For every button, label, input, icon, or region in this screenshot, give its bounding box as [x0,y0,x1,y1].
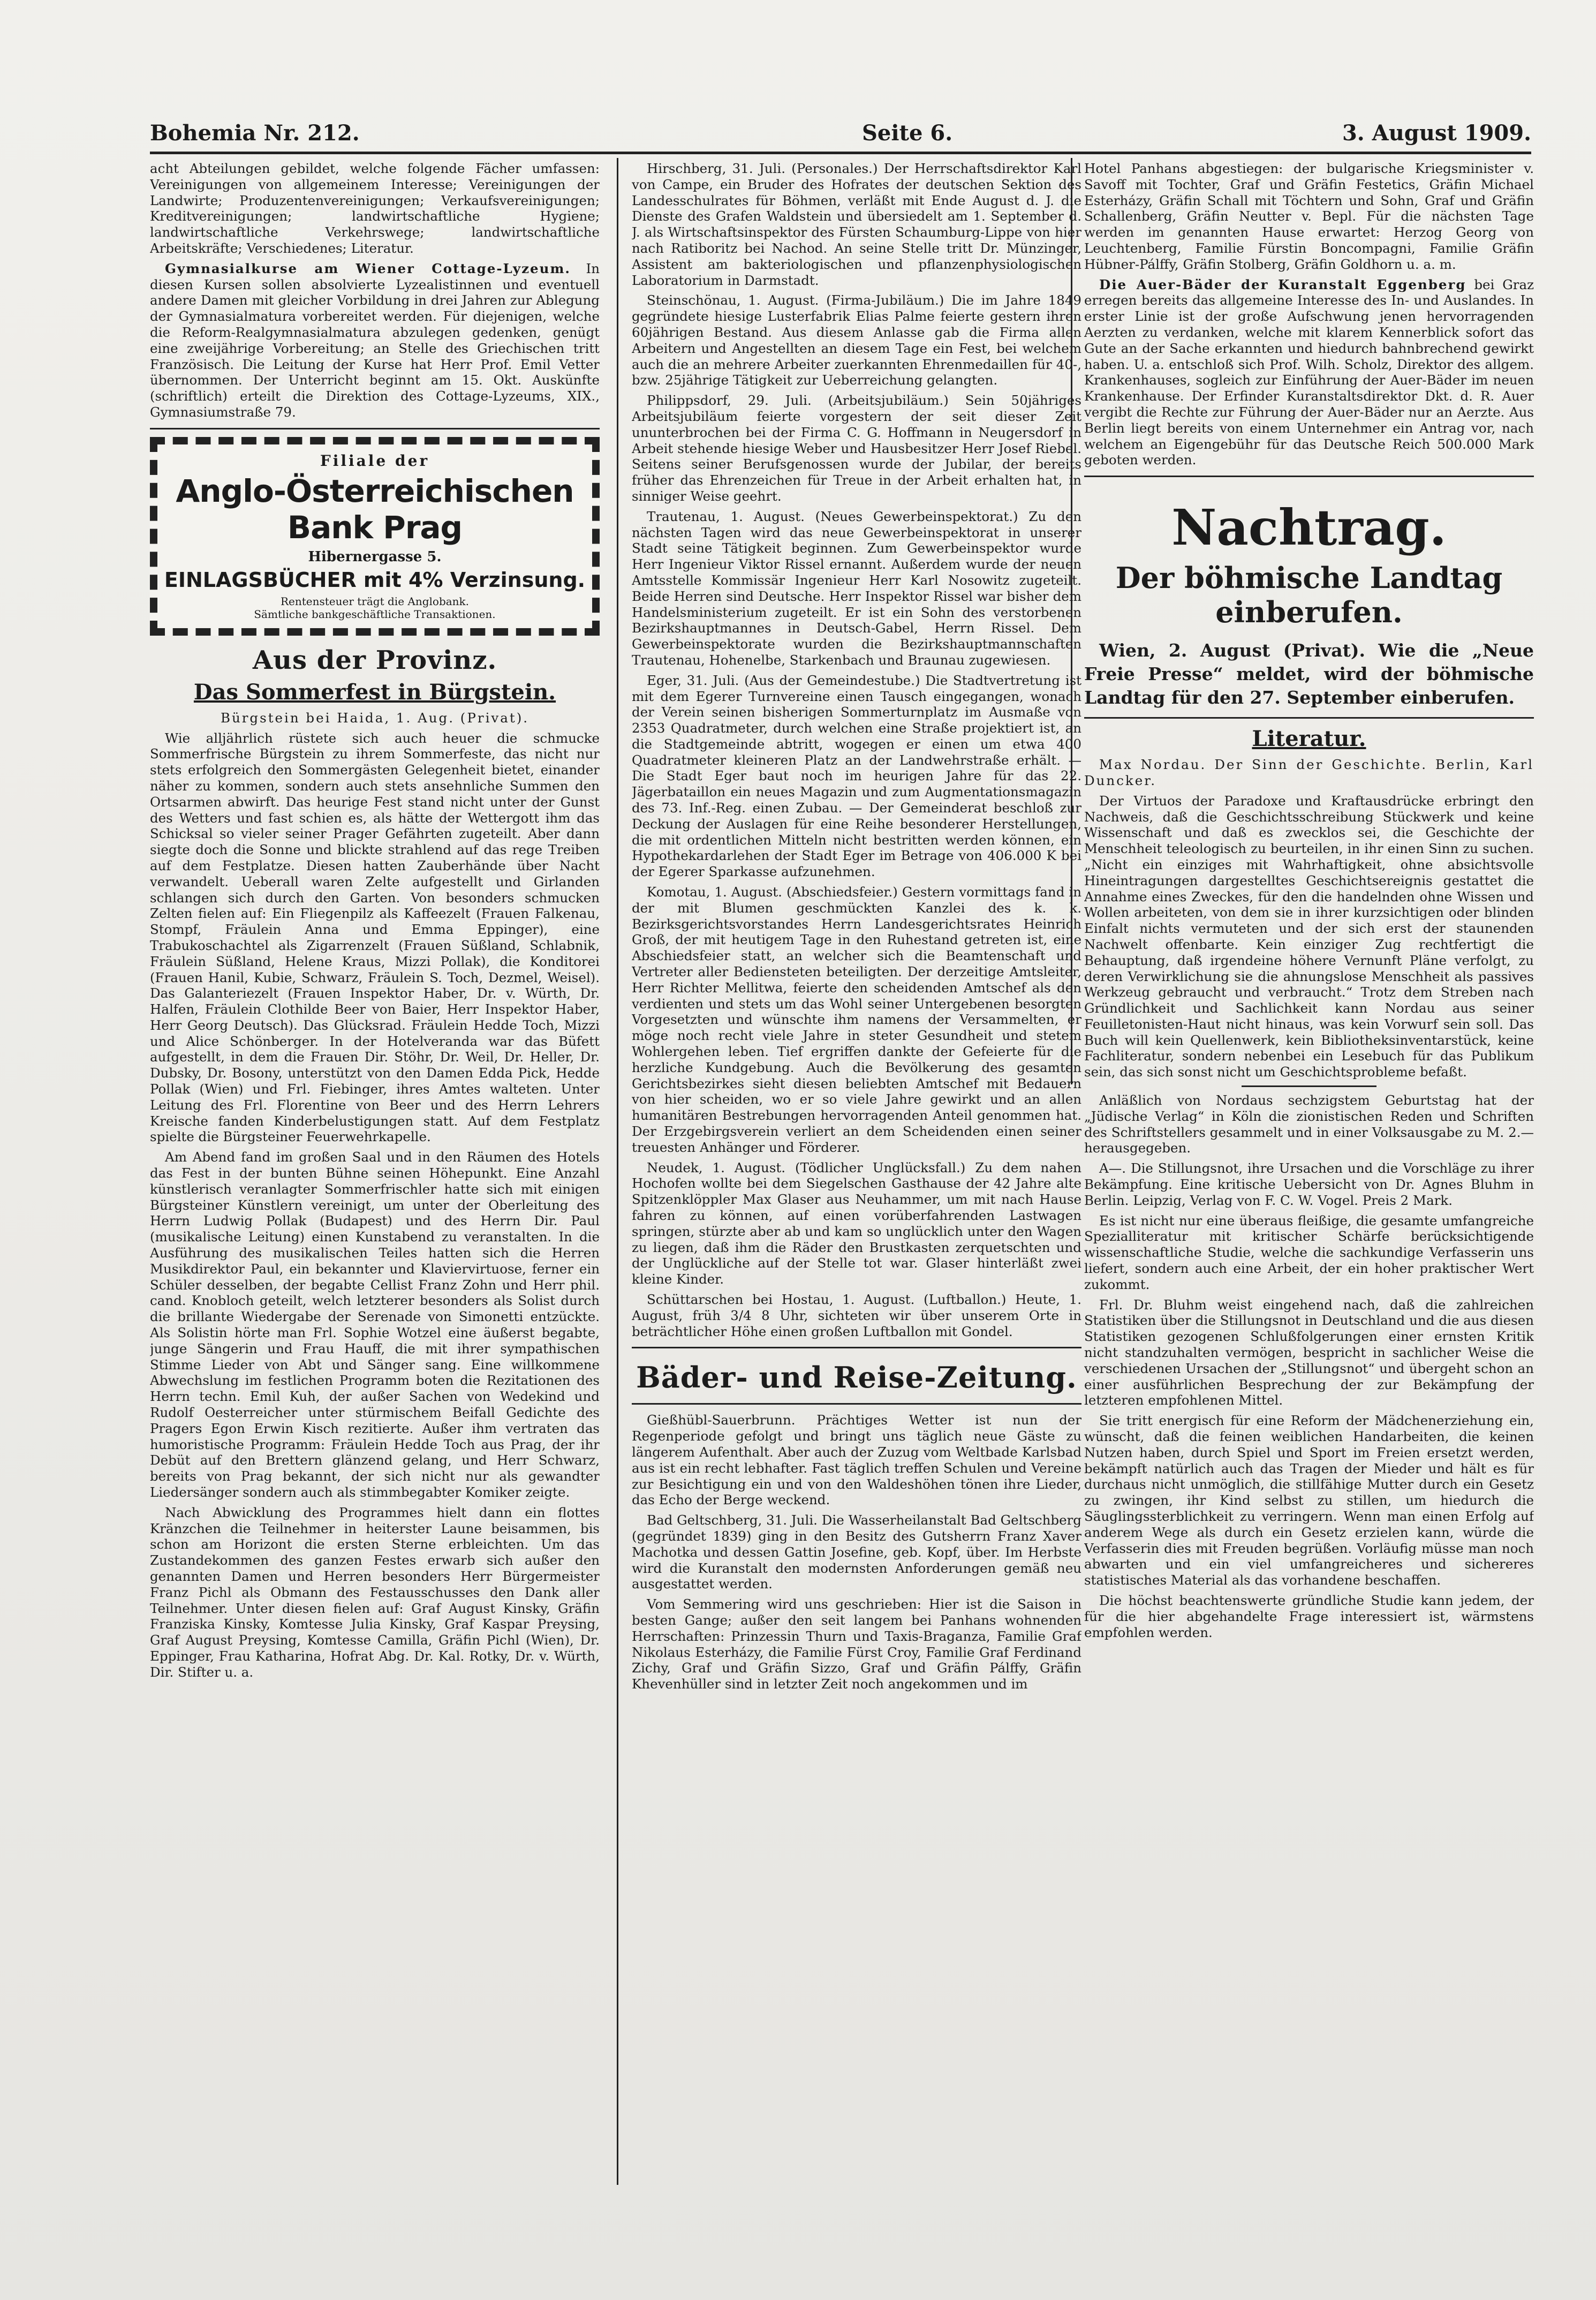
section-title-nachtrag: Nachtrag. [1171,499,1447,557]
divider [1084,717,1534,719]
ad-address: Hibernergasse 5. [308,548,442,565]
literatur-stillungsnot-p3: Sie tritt energisch für eine Reform der Mädchenerziehung ein, wünscht, daß die feinen weiblichen Handarbeiten, die keinen Nutzen haben, durch Spiel und Sport im Freien ersetzt werden, bekämpft natürlich auch das Tragen der Mieder und hält es für durchaus nicht unmöglich, die stillfähige Mutter durch ein Gesetz zu zwingen, ihr Kind selbst zu stillen, um hiedurch die Säuglingssterblichkeit zu verringern. Wenn man einen Erfolg auf anderem Wege als durch ein Gesetz erzielen kann, würde die Verfasserin dies mit Freuden begrüßen. Vorläufig müsse man noch abwarten und ein viel umfangreicheres und sichereres statistisches Material als das vorhandene beschaffen. [1084,1413,1534,1588]
sommerfest-paragraph-2: Am Abend fand im großen Saal und in den Räumen des Hotels das Fest in der bunten Bühne seinen Höhepunkt. Eine Anzahl künstlerisch veranlagter Sommerfrischler hatte sich mit einigen Bürgsteiner Künstlern vereinigt, um unter der Oberleitung des Herrn Ludwig Pollak (Budapest) und des Herrn Dir. Paul (musikalische Leitung) einen Kunstabend zu veranstalten. In die Ausführung des musikalischen Teiles hatten sich die Herren Musikdirektor Paul, ein bekannter und Klaviervirtuose, ferner ein Schüler desselben, der begabte Cellist Franz Zohn und Herr phil. cand. Knobloch geteilt, welch letzterer besonders als Solist durch die brillante Wiedergabe der Serenade von Simonetti entzückte. Als Solistin hörte man Frl. Sophie Wotzel eine äußerst begabte, junge Sängerin und Frau Hauff, die mit ihrer sympathischen Stimme Lieder von Abt und Sänger sang. Eine willkommene Abwechslung im festlichen Programm boten die Rezitationen des Herrn techn. Emil Kuh, der außer Sachen von Wedekind und Rudolf Oesterreicher unter stürmischem Beifall Gedichte des Pragers Egon Erwin Kisch rezitierte. Außer ihm vertraten das humoristische Programm: Fräulein Hedde Toch aus Prag, der ihr Debüt auf den Brettern glänzend gelang, und Herr Schwarz, bereits von Prag bekannt, der sich nicht nur als gewandter Liedersänger sondern auch als stimmbegabter Komiker zeigte. [150,1149,600,1500]
header-paper-issue: Bohemia Nr. 212. [150,120,360,146]
article-title-sommerfest: Das Sommerfest in Bürgstein. [193,679,556,705]
short-divider [1242,1085,1376,1087]
literatur-stillungsnot-p4: Die höchst beachtenswerte gründliche Studie kann jedem, der für die hier abgehandelte Frage interessiert ist, wärmstens empfohlen werden. [1084,1592,1534,1640]
section-title-literatur: Literatur. [1252,726,1366,752]
gymnasialkurse-title: Gymnasialkurse am Wiener Cottage-Lyzeum. [165,260,571,276]
ad-transaktionen: Sämtliche bankgeschäftliche Transaktionen. [254,607,496,621]
literatur-stillungsnot-p1: Es ist nicht nur eine überaus fleißige, die gesamte umfangreiche Spezialliteratur mit kritischer Schärfe berücksichtigende wissenschaftliche Studie, welche die sachkundige Verfasserin uns liefert, sondern auch eine Arbeit, der ein hoher praktischer Wert zukommt. [1084,1212,1534,1292]
article-steinschoenau: Steinschönau, 1. August. (Firma-Jubiläum.) Die im Jahre 1849 gegründete hiesige Lusterfabrik Elias Palme feierte gestern ihren 60jährigen Bestand. Aus diesem Anlasse gab die Firma allen Arbeitern und Angestellten an diesem Tage ein Fest, bei welchem auch die an mehrere Arbeiter zuerkannten Ehrenmedaillen für 40-, bzw. 25jährige Tätigkeit zur Ueberreichung gelangten. [632,292,1081,388]
section-title-baeder: Bäder- und Reise-Zeitung. [636,1360,1077,1395]
article-dateline: Bürgstein bei Haida, 1. Aug. (Privat). [220,710,530,726]
ad-line-filiale: Filiale der [320,451,430,470]
article-gymnasialkurse [150,261,600,420]
intro-text: acht Abteilungen gebildet, welche folgende Fächer umfassen: Vereinigungen von allgemeinem Interesse; Vereinigungen der Landwirte; Produzentenvereinigungen; Verkaufsvereinigungen; Kreditvereinigungen; landwirtschaftliche Hygiene; landwirtschaftliche Verkehrswege; landwirtschaftliche Arbeitskräfte; Verschiedenes; Literatur. [150,161,600,256]
auer-text: bei Graz erregen bereits das allgemeine Interesse des In- und Auslandes. In erster Linie ist der große Aufschwung jenen hervorragenden Aerzten zu verdanken, welche mit klarem Kennerblick sofort das Gute an der Sache erkannten und hiedurch bahnbrechend gewirkt haben. U. a. entschloß sich Prof. Wilh. Scholz, Direktor des allgem. Krankenhauses, sogleich zur Einführung der Auer-Bäder im neuen Krankenhause. Der Erfinder Kuranstaltsdirektor Dkt. d. R. Auer vergibt die Rechte zur Führung der Auer-Bäder nur an Aerzte. Aus Berlin liegt bereits von einem Unternehmer ein Antrag vor, nach welchem an Eigengebühr für das Deutsche Reich 500.000 Mark geboten werden. [1084,276,1534,468]
sommerfest-paragraph-3: Nach Abwicklung des Programmes hielt dann ein flottes Kränzchen die Teilnehmer in heiterster Laune beisammen, bis schon am Horizont die ersten Sterne erbleichten. Um das Zustandekommen des ganzen Festes erwarb sich außer den genannten Damen und Herren besonders Herr Bürgermeister Franz Pichl als Obmann des Festausschusses den Dank aller Teilnehmer. Unter diesen fielen auf: Graf August Kinsky, Gräfin Franziska Kinsky, Komtesse Julia Kinsky, Graf Kaspar Preysing, Graf August Preysing, Komtesse Camilla, Gräfin Pichl (Wien), Dr. Eppinger, Frau Katharina, Hofrat Abg. Dr. Kal. Rotky, Dr. v. Würth, Dir. Stifter u. a. [150,1504,600,1680]
literatur-stillungsnot-p2: Frl. Dr. Bluhm weist eingehend nach, daß die zahlreichen Statistiken über die Stillungsnot in Deutschland und die aus diesen Statistiken gezogenen Schlußfolgerungen einer ernsten Kritik nicht standzuhalten vermögen, bespricht in sachlicher Weise die verschiedenen Ursachen der „Stillungsnot“ und übergeht schon an einer ausführlichen Besprechung der zur Bekämpfung der letzteren empfohlenen Mittel. [1084,1296,1534,1408]
literatur-nordau-review: Der Virtuos der Paradoxe und Kraftausdrücke erbringt den Nachweis, daß die Geschichtsschreibung Stückwerk und keine Wissenschaft und daß es zwecklos sei, die Geschichte der Menschheit teleologisch zu beurteilen, in ihr einen Sinn zu suchen. „Nicht ein einziges mit Wahrhaftigkeit, ohne absichtsvolle Hineintragungen dargestelltes Geschichtsereignis gestattet die Annahme eines Zweckes, für den die handelnden ohne Wissen und Wollen arbeiteten, von dem sie in ihrer kurzsichtigen oder blinden Einfalt nichts vermuteten und der sich erst der staunenden Nachwelt offenbarte. Kein einziger Zug rechtfertigt die Behauptung, daß irgendeine höhere Vernunft Pläne verfolgt, zu deren Verwirklichung sie die ahnungslose Menschheit als passives Werkzeug gebraucht und verbraucht.“ Trotz dem Streben nach Gründlichkeit und Sachlichkeit kann Nordau aus seiner Feuilletonisten-Haut nicht hinaus, was kein Vorwurf sein soll. Das Buch will kein Quellenwerk, kein Bibliotheksinventarstück, keine Fachliteratur, sondern nebenbei ein Lesebuch für das Publikum sein, das sich sonst nicht um Geschichtsprobleme befaßt. [1084,793,1534,1080]
nachtrag-headline-2: einberufen. [1215,595,1403,630]
page-header [150,115,1531,153]
divider [150,428,600,429]
divider [632,1347,1081,1348]
article-eger: Eger, 31. Juli. (Aus der Gemeindestube.) Die Stadtvertretung ist mit dem Egerer Turnvereine einen Tausch eingegangen, wonach der Verein seinen bisherigen Sommerturnplatz im Ausmaße von 2353 Quadratmeter, durch welchen eine Straße projektiert ist, an die Stadtgemeinde abtritt, wogegen er einen um etwa 400 Quadratmeter kleineren Platz an der Landwehrstraße erhält. — Die Stadt Eger baut noch im heurigen Jahre für das 22. Jägerbataillon ein neues Magazin und zum Augmentationsmagazin des 73. Inf.-Reg. einen Zubau. — Der Gemeinderat beschloß zur Deckung der Auslagen für eine Reihe besonderer Herstellungen, die mit ordentlichen Mitteln nicht bestritten werden können, ein Hypothekardarlehen der Stadt Eger im Betrage von 406.000 K bei der Egerer Sparkasse aufzunehmen. [632,672,1081,880]
nachtrag-text: Wien, 2. August (Privat). Wie die „Neue Freie Presse“ meldet, wird der böhmische Landtag für den 27. September einberufen. [1084,640,1534,708]
bank-advertisement [150,437,600,636]
literatur-stillungsnot-title: A—. Die Stillungsnot, ihre Ursachen und die Vorschläge zu ihrer Bekämpfung. Eine kritische Uebersicht von Dr. Agnes Bluhm in Berlin. Leipzig, Verlag von F. C. W. Vogel. Preis 2 Mark. [1084,1160,1534,1208]
divider [1084,476,1534,477]
ad-bank-name: Anglo-Österreichischen Bank Prag [176,472,574,546]
ad-einlagsbuecher: EINLAGSBÜCHER mit 4% Verzinsung. [164,568,586,592]
section-title-provinz: Aus der Provinz. [252,645,497,675]
literatur-zionist-speeches: Anläßlich von Nordaus sechzigstem Geburtstag hat der „Jüdische Verlag“ in Köln die zionistischen Reden und Schriften des Schriftstellers gesammelt und in einer Volksausgabe zu M. 2.— herausgegeben. [1084,1092,1534,1156]
auer-title: Die Auer-Bäder der Kuranstalt Eggenberg [1099,276,1466,292]
header-date: 3. August 1909. [1342,120,1531,146]
column-divider-1 [617,158,618,2185]
article-hirschberg: Hirschberg, 31. Juli. (Personales.) Der Herrschaftsdirektor Karl von Campe, ein Bruder des Hofrates der deutschen Sektion des Landesschulrates für Böhmen, verläßt mit Ende August d. J. die Dienste des Grafen Waldstein und übersiedelt am 1. September d. J. als Wirtschaftsinspektor des Fürsten Schaumburg-Lippe von hier nach Ratiboritz bei Nachod. An seine Stelle tritt Dr. Münzinger, Assistent am bakteriologischen und pflanzenphysiologischen Laboratorium in Darmstadt. [632,161,1081,288]
article-geltschberg: Bad Geltschberg, 31. Juli. Die Wasserheilanstalt Bad Geltschberg (gegründet 1839) ging in den Besitz des Gutsherrn Franz Xaver Machotka und dessen Gattin Josefine, geb. Kopf, über. Im Herbste wird die Kuranstalt den modernsten Anforderungen gemäß neu ausgestattet werden. [632,1512,1081,1592]
nachtrag-headline-1: Der böhmische Landtag [1115,561,1503,595]
divider [632,1403,1081,1405]
article-auer-baeder [1084,277,1534,469]
sommerfest-paragraph-1: Wie alljährlich rüstete sich auch heuer die schmucke Sommerfrische Bürgstein zu ihrem Sommerfeste, das nicht nur stets erfolgreich den Sommergästen Gelegenheit bietet, einander näher zu kommen, sondern auch stets ansehnliche Summen den Ortsarmen abwirft. Das heurige Fest stand nicht unter der Gunst des Wetters und fast schien es, als hätte der Wettergott ihm das Schicksal so vieler seiner Prager Gefährten zugeteilt. Aber dann siegte doch die Sonne und blickte strahlend auf das rege Treiben auf dem Festplatze. Diesen hatten Zauberhände über Nacht verwandelt. Ueberall waren Zelte aufgestellt und Girlanden schlangen sich durch den Garten. Von besonders schmucken Zelten fielen auf: Ein Fliegenpilz als Kaffeezelt (Frauen Falkenau, Stompf, Fräulein Anna und Emma Eppinger), eine Trabukoschachtel als Zigarrenzelt (Frauen Süßland, Schlabnik, Fräulein Süßland, Helene Kraus, Mizzi Pollak), die Konditorei (Frauen Hanil, Kubie, Schwarz, Fräulein S. Toch, Dezmel, Weisel). Das Galanteriezelt (Frauen Inspektor Haber, Dr. v. Würth, Dr. Halfen, Fräulein Clothilde Beer von Baier, Herr Inspektor Haber, Herr Georg Deutsch). Das Glücksrad. Fräulein Hedde Toch, Mizzi und Alice Schönberger. In der Hotelveranda war das Büfett aufgestellt, in dem die Frauen Dir. Stöhr, Dr. Weil, Dr. Heller, Dr. Dubsky, Dr. Bosony, unterstützt von den Damen Edda Pick, Hedde Pollak (Wien) und Frl. Fiebinger, ihres Amtes walteten. Unter Leitung des Frl. Florentine von Beer und des Herrn Lehrers Kreische fanden Kinderbelustigungen statt. Auf dem Festplatz spielte die Bürgsteiner Feuerwehrkapelle. [150,730,600,1145]
article-neudek: Neudek, 1. August. (Tödlicher Unglücksfall.) Zu dem nahen Hochofen wollte bei dem Siegelschen Gasthause der 42 Jahre alte Spitzenklöppler Max Glaser aus Neuhammer, um mit nach Hause fahren zu können, auf einen vorüberfahrenden Lastwagen springen, stürzte aber ab und kam so unglücklich unter den Wagen zu liegen, daß ihm die Räder den Brustkasten zerquetschten und der Unglückliche auf der Stelle tot war. Glaser hinterläßt zwei kleine Kinder. [632,1159,1081,1287]
ad-rentensteuer: Rentensteuer trägt die Anglobank. [280,594,470,608]
column-3 [1084,161,1534,2174]
article-semmering: Vom Semmering wird uns geschrieben: Hier ist die Saison in besten Gange; außer den seit langem bei Panhans wohnenden Herrschaften: Prinzessin Thurn und Taxis-Braganza, Familie Graf Nikolaus Esterházy, die Familie Fürst Croy, Familie Graf Ferdinand Zichy, Graf und Gräfin Sizzo, Graf und Gräfin Pálffy, Gräfin Khevenhüller sind in letzter Zeit noch angekommen und im [632,1596,1081,1692]
column-1 [150,161,600,2185]
article-trautenau: Trautenau, 1. August. (Neues Gewerbeinspektorat.) Zu den nächsten Tagen wird das neue Gewerbeinspektorat in unserer Stadt seine Tätigkeit beginnen. Zum Gewerbeinspektor wurde Herr Ingenieur Viktor Rissel ernannt. Außerdem wurde der neuen Amtsstelle Kommissär Ingenieur Herr Karl Nosowitz zugeteilt. Beide Herren sind Deutsche. Herr Inspektor Rissel war bisher dem Handelsministerium zugeteilt. Er ist ein Sohn des verstorbenen Bezirkshauptmannes in Deutsch-Gabel, Herrn Rissel. Dem Gewerbeinspektorate wurden die Bezirkshauptmannschaften Trautenau, Hohenelbe, Starkenbach und Braunau zugewiesen. [632,508,1081,668]
article-philippsdorf: Philippsdorf, 29. Juli. (Arbeitsjubiläum.) Sein 50jähriges Arbeitsjubiläum feierte vorgestern der seit dieser Zeit ununterbrochen bei der Firma C. G. Hoffmann in Neugersdorf in Arbeit stehende hiesige Weber und Hausbesitzer Herr Josef Riebel. Seitens seiner Berufsgenossen wurde der Jubilar, der bereits früher das Ehrenzeichen für Treue in der Arbeit erhalten hat, in sinniger Weise geehrt. [632,393,1081,504]
header-rule [150,152,1531,154]
column-2 [632,161,1081,2174]
article-panhans: Hotel Panhans abgestiegen: der bulgarische Kriegsminister v. Savoff mit Tochter, Graf und Gräfin Festetics, Gräfin Michael Esterházy, Gräfin Schall mit Töchtern und Sohn, Graf und Gräfin Schallenberg, Gräfin Neutter v. Bepl. Für die nächsten Tage werden im genannten Hause erwartet: Herzog Georg von Leuchtenberg, Familie Fürstin Boncompagni, Familie Gräfin Hübner-Pálffy, Gräfin Stolberg, Gräfin Goldhorn u. a. m. [1084,161,1534,272]
article-komotau: Komotau, 1. August. (Abschiedsfeier.) Gestern vormittags fand in der mit Blumen geschmückten Kanzlei des k. k. Bezirksgerichtsvorstandes Herrn Landesgerichtsrates Heinrich Groß, der mit heutigem Tage in den Ruhestand getreten ist, eine Abschiedsfeier statt, an welcher sich die Beamtenschaft und Vertreter aller Bediensteten beteiligten. Der derzeitige Amtsleiter, Herr Richter Mellitwa, feierte den scheidenden Amtschef als den verdienten und stets um das Wohl seiner Untergebenen besorgten Vorgesetzten und wünschte ihm namens der Versammelten, er möge noch recht viele Jahre in steter Gesundheit und stetem Wohlergehen leben. Tief ergriffen dankte der Gefeierte für die herzliche Kundgebung. Auch die Bevölkerung des gesamten Gerichtsbezirkes sieht diesen beliebten Amtschef mit Bedauern von hier scheiden, wo er so viele Jahre gewirkt und an allen humanitären Bestrebungen hervorragenden Anteil genommen hat. Der Erzgebirgsverein verliert an dem Scheidenden einen seiner treuesten Anhänger und Förderer. [632,884,1081,1155]
header-page-number: Seite 6. [862,120,953,146]
gymnasialkurse-text: In diesen Kursen sollen absolvierte Lyzealistinnen und eventuell andere Damen mit gleicher Vorbildung in drei Jahren zur Ablegung der Gymnasialmatura vorbereitet werden. Für diejenigen, welche die Reform-Realgymnasialmatura abzulegen gedenken, genügt eine zweijährige Vorbereitung; an Stelle des Griechischen tritt Französisch. Die Leitung der Kurse hat Herr Prof. Emil Vetter übernommen. Der Unterricht beginnt am 15. Okt. Auskünfte (schriftlich) erteilt die Direktion des Cottage-Lyzeums, XIX., Gymnasiumstraße 79. [150,260,600,420]
article-giesshuebl: Gießhübl-Sauerbrunn. Prächtiges Wetter ist nun der Regenperiode gefolgt und bringt uns täglich neue Gäste zu längerem Aufenthalt. Aber auch der Zuzug vom Weltbade Karlsbad aus ist ein recht lebhafter. Fast täglich treffen Schulen und Vereine zur Besichtigung ein und von den Waldeshöhen tönen ihre Lieder, das Echo der Berge weckend. [632,1412,1081,1508]
literatur-nordau-title: Max Nordau. Der Sinn der Geschichte. Berlin, Karl Duncker. [1084,757,1534,788]
article-schuettarschen: Schüttarschen bei Hostau, 1. August. (Luftballon.) Heute, 1. August, früh 3/4 8 Uhr, sichteten wir über unserem Orte in beträchtlicher Höhe einen großen Luftballon mit Gondel. [632,1291,1081,1339]
